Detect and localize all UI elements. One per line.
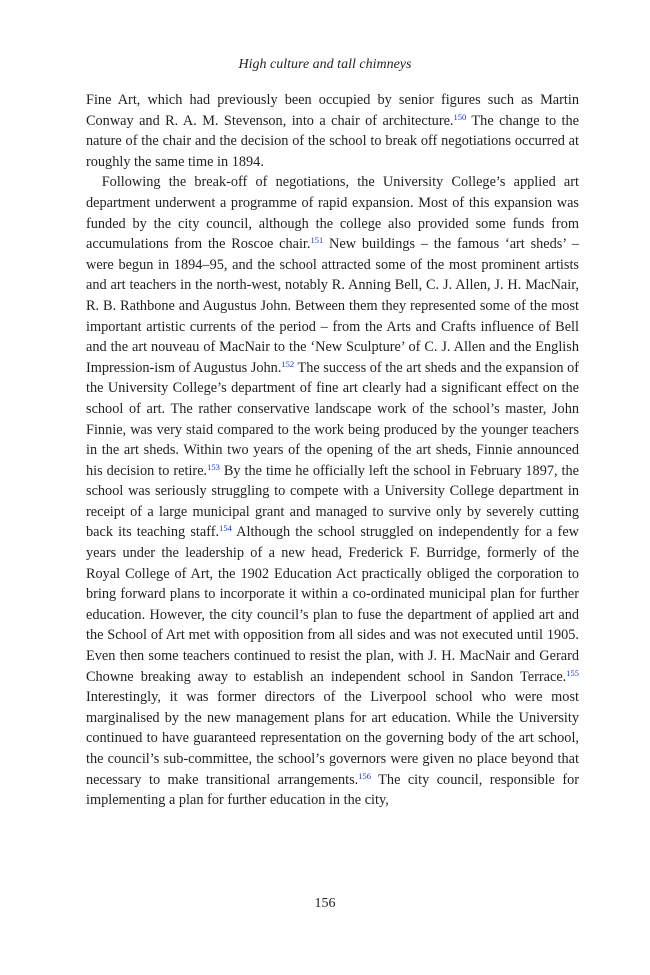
text-run: The change to the nature of the chair and the decision of the school to break off negotiations occurred at roughly the same time in 1894. <box>86 112 580 170</box>
footnote-ref-152[interactable]: 152 <box>281 358 295 369</box>
text-run: Although the school struggled on independently for a few years under the leadership of a new head, Frederick F. Burridge, formerly of the Royal College of Art, the 1902 Education Act practically obliged the corporation to bring forward plans to incorporate it within a co-ordinated municipal plan for further education. However, the city council’s plan to fuse the department of applied art and the School of Art met with opposition from all sides and was not executed until 1905. Even then some teachers continued to resist the plan, with J. H. MacNair and Gerard Chowne breaking away to establish an independent school in Sandon Terrace. <box>86 524 579 685</box>
text-run: The city council, responsible for implementing a plan for further education in the city, <box>86 771 579 809</box>
text-run: New buildings – the famous ‘art sheds’ – were begun in 1894–95, and the school attracted some of the most prominent artists and art teachers in the north-west, notably R. Anning Bell, C. J. Allen, J. H. MacNair, R. B. Rathbone and Augustus John. Between them they represented some of the most important artistic currents of the period – from the Arts and Crafts influence of Bell and the art nouveau of MacNair to the ‘New Sculpture’ of C. J. Allen and the English Impression-ism of Augustus John. <box>86 236 579 376</box>
footnote-ref-156[interactable]: 156 <box>358 770 372 781</box>
footnote-ref-153[interactable]: 153 <box>207 461 220 472</box>
text-run: Fine Art, which had previously been occupied by senior figures such as Martin Conway and R. A. M. Stevenson, into a chair of architecture. <box>86 92 579 129</box>
page-number: 156 <box>314 896 336 911</box>
paragraph-1 <box>86 90 579 172</box>
running-head: High culture and tall chimneys <box>238 57 412 72</box>
text-run: Following the break-off of negotiations, the University College’s applied art department underwent a programme of rapid expansion. Most of this expansion was funded by the city council, although the college also provided some funds from accumulations from the Roscoe chair. <box>86 174 579 253</box>
body-text <box>86 90 579 811</box>
footnote-ref-150[interactable]: 150 <box>453 111 467 122</box>
paragraph-2 <box>86 172 579 810</box>
text-run: Interestingly, it was former directors of the Liverpool school who were most marginalised by the new management plans for art education. While the University continued to have guaranteed representation on the governing body of the art school, the council’s sub-committee, the school’s governors were given no place beyond that necessary to make transitional arrangements. <box>86 689 579 788</box>
footnote-ref-155[interactable]: 155 <box>566 667 579 678</box>
footnote-ref-151[interactable]: 151 <box>310 235 324 246</box>
footnote-ref-154[interactable]: 154 <box>219 523 232 534</box>
text-run: By the time he officially left the school in February 1897, the school was seriously struggling to compete with a University College department in receipt of a large municipal grant and managed to survive only by severely cutting back its teaching staff. <box>86 462 580 541</box>
text-run: The success of the art sheds and the expansion of the University College’s department of fine art clearly had a significant effect on the school of art. The rather conservative landscape work of the school’s master, John Finnie, was very staid compared to the work being produced by the younger teachers in the art sheds. Within two years of the opening of the art sheds, Finnie announced his decision to retire. <box>86 359 579 479</box>
